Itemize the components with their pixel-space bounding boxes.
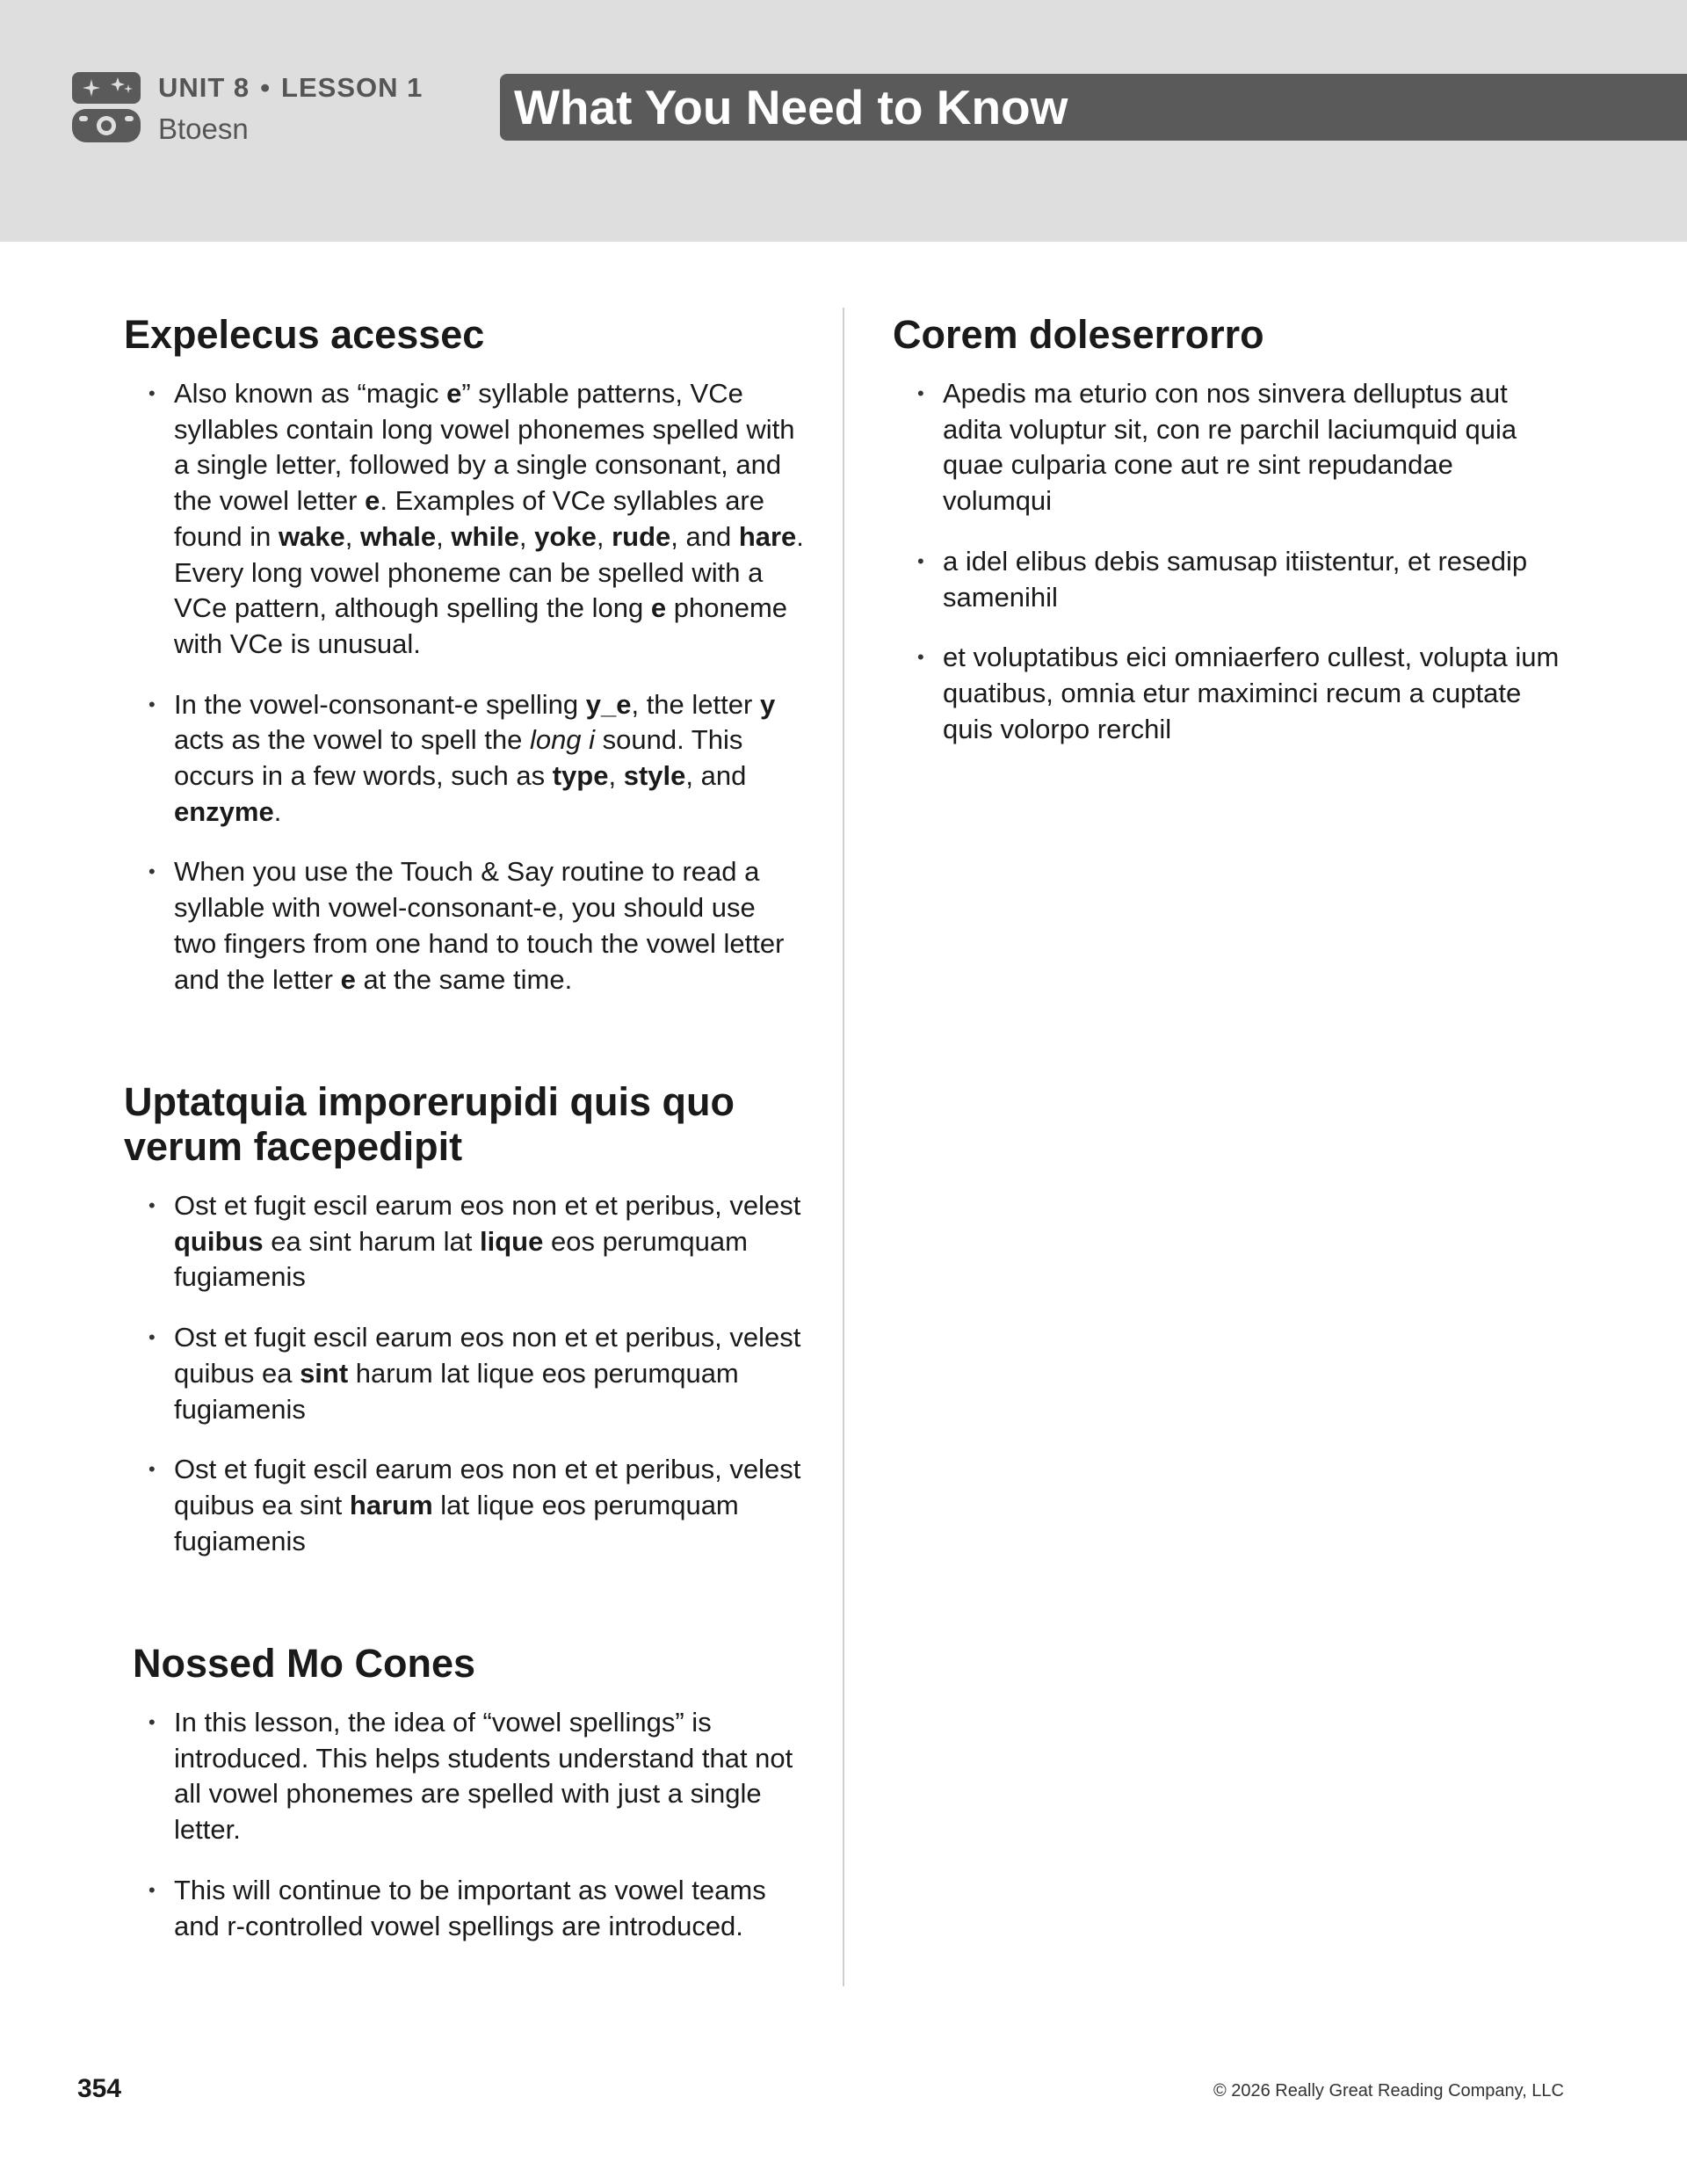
section-expelecus	[124, 312, 805, 998]
title-bar	[500, 74, 1687, 141]
list-item: • Ost et fugit escil earum eos non et et peribus, velest quibus ea sint harum lat lique eos perumquam fugiamenis	[124, 1452, 805, 1559]
section-heading: Corem doleserrorro	[893, 312, 1264, 357]
list-item: • In the vowel-consonant-e spelling y_e, the letter y acts as the vowel to spell the long i sound. This occurs in a few words, such as type, style, and enzyme.	[124, 687, 805, 831]
page-title: What You Need to Know	[514, 80, 1068, 134]
page-number: 354	[77, 2074, 122, 2103]
unit-subtitle: Btoesn	[158, 112, 249, 145]
header-band	[0, 0, 1687, 242]
section-heading: Nossed Mo Cones	[133, 1641, 476, 1686]
list-item: • et voluptatibus eici omniaerfero cullest, volupta ium quatibus, omnia etur maximinci recum a cuptate quis volorpo rerchil	[893, 640, 1569, 747]
section-heading: Uptatquia imporerupidi quis quo verum facepedipit	[124, 1079, 735, 1169]
bullet-list	[124, 1705, 805, 1944]
lesson-number: LESSON 1	[281, 72, 424, 103]
face-with-sparkles-icon	[72, 72, 141, 142]
copyright-notice: © 2026 Really Great Reading Company, LLC	[1213, 2081, 1564, 2101]
list-item: • When you use the Touch & Say routine to read a syllable with vowel-consonant-e, you should use two fingers from one hand to touch the vowel letter and the letter e at the same time.	[124, 854, 805, 998]
list-item: • a idel elibus debis samusap itiistentur, et resedip samenihil	[893, 544, 1569, 615]
bullet-list	[124, 1188, 805, 1559]
section-nossed	[133, 1641, 805, 1944]
column-divider	[843, 308, 844, 1986]
list-item: • Also known as “magic e” syllable patterns, VCe syllables contain long vowel phonemes spelled with a single letter, followed by a single consonant, and the vowel letter e. Examples of VCe syllables are found in wake, whale, while, yoke, rude, and hare. Every long vowel phoneme can be spelled with a VCe pattern, although spelling the long e phoneme with VCe is unusual.	[124, 376, 805, 663]
list-item: • Ost et fugit escil earum eos non et et peribus, velest quibus ea sint harum lat lique eos perumquam fugiamenis	[124, 1320, 805, 1427]
unit-lesson-label	[158, 72, 423, 104]
section-corem	[893, 312, 1569, 747]
list-item: • This will continue to be important as vowel teams and r-controlled vowel spellings are introduced.	[124, 1873, 805, 1944]
section-uptatquia	[124, 1079, 805, 1559]
bullet-list	[893, 376, 1569, 747]
unit-number: UNIT 8	[158, 72, 250, 103]
list-item: • Ost et fugit escil earum eos non et et peribus, velest quibus ea sint harum lat lique eos perumquam fugiamenis	[124, 1188, 805, 1295]
bullet-list	[124, 376, 805, 998]
list-item: • In this lesson, the idea of “vowel spellings” is introduced. This helps students understand that not all vowel phonemes are spelled with just a single letter.	[124, 1705, 805, 1848]
section-heading: Expelecus acessec	[124, 312, 485, 357]
separator-dot: •	[260, 72, 272, 103]
list-item: • Apedis ma eturio con nos sinvera delluptus aut adita voluptur sit, con re parchil laciumquid quia quae culparia cone aut re sint repudandae volumqui	[893, 376, 1569, 519]
